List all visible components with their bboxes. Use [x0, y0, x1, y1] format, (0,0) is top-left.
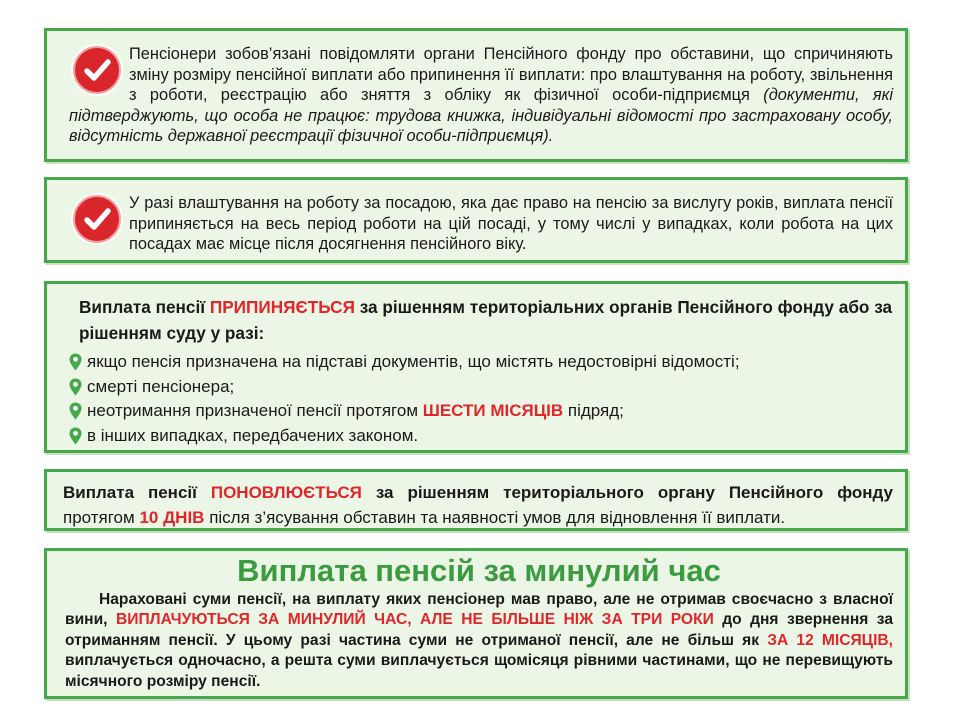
resumption-mid-bold: за рішенням територіального органу Пенсійного фонду [361, 483, 893, 502]
past-payment-p2: до дня звернення за отриманням пенсії. У цьому разі частина суми не отриманої пенсії, але не більш як [65, 611, 893, 649]
obligation-documents-note: (документи, які підтверджують, що особа не працює: трудова книжка, індивідуальні відомості про застраховану особу, відсутність державної реєстрації фізичної особи-підприємця). [69, 86, 894, 145]
six-months-highlight: ШЕСТИ МІСЯЦІВ [422, 401, 564, 420]
resumption-post: після з’ясування обставин та наявності умов для відновлення її виплати. [204, 508, 786, 527]
resumption-keyword: ПОНОВЛЮЄТЬСЯ [210, 483, 362, 502]
resumption-text [63, 480, 893, 530]
location-pin-icon [69, 402, 82, 420]
past-payment-box [44, 548, 908, 699]
reason-death: смерті пенсіонера; [87, 376, 235, 396]
resumption-box [44, 469, 908, 531]
past-payment-title: Виплата пенсій за минулий час [237, 553, 721, 588]
notice-obligation-box [44, 28, 908, 162]
check-icon [73, 46, 121, 94]
notice-seniority-box [44, 177, 908, 263]
reason-not-received [87, 399, 624, 424]
past-payment-text [65, 590, 893, 692]
reason-false-documents: якщо пенсія призначена на підставі документів, що містять недостовірні відомості; [87, 352, 740, 371]
list-item [69, 399, 893, 424]
termination-heading [79, 294, 893, 346]
location-pin-icon [69, 353, 82, 371]
past-payment-p1: Нараховані суми пенсії, на виплату яких пенсіонер мав право, але не отримав своєчасно з власної вини, [65, 591, 893, 629]
ten-days-highlight: 10 ДНІВ [139, 508, 205, 527]
termination-reasons-list [69, 350, 893, 448]
reason-not-received-pre: неотримання призначеної пенсії протягом [87, 401, 423, 420]
resumption-pre: Виплата пенсії [63, 483, 211, 502]
three-years-highlight: ВИПЛАЧУЮТЬСЯ ЗА МИНУЛИЙ ЧАС, АЛЕ НЕ БІЛЬШЕ НІЖ ЗА ТРИ РОКИ [115, 611, 714, 629]
termination-box [44, 281, 908, 453]
location-pin-icon [69, 378, 82, 396]
termination-keyword: ПРИПИНЯЄТЬСЯ [209, 297, 355, 317]
list-item [69, 424, 893, 449]
resumption-mid: протягом [63, 508, 140, 527]
termination-heading-pre: Виплата пенсії [79, 297, 210, 317]
past-payment-p3: виплачується одночасно, а решта суми виплачується щомісяця рівними частинами, що не перевищують місячного розміру пенсії. [65, 652, 893, 690]
check-icon [73, 195, 121, 243]
reason-other-cases: в інших випадках, передбачених законом. [87, 425, 419, 445]
seniority-text: У разі влаштування на роботу за посадою, яка дає право на пенсію за вислугу років, виплата пенсії припиняється на весь період роботи на цій посаді, у тому числі у випадках, коли робота на цих посадах має місце після досягнення пенсійного віку. [129, 194, 893, 253]
obligation-text [69, 44, 893, 147]
termination-heading-post: за рішенням територіальних органів Пенсійного фонду або за рішенням суду у разі: [79, 297, 893, 343]
list-item [69, 350, 893, 375]
twelve-months-highlight: ЗА 12 МІСЯЦІВ, [767, 631, 893, 649]
reason-not-received-post: підряд; [563, 401, 624, 420]
list-item [69, 375, 893, 400]
location-pin-icon [69, 427, 82, 445]
obligation-main: Пенсіонери зобов’язані повідомляти органи Пенсійного фонду про обставини, що спричиняють зміну розміру пенсійної виплати або припинення її виплати: про влаштування на роботу, звільнення з роботи, реєстрацію або зняття з обліку як фізичної особи-підприємця [129, 45, 893, 104]
